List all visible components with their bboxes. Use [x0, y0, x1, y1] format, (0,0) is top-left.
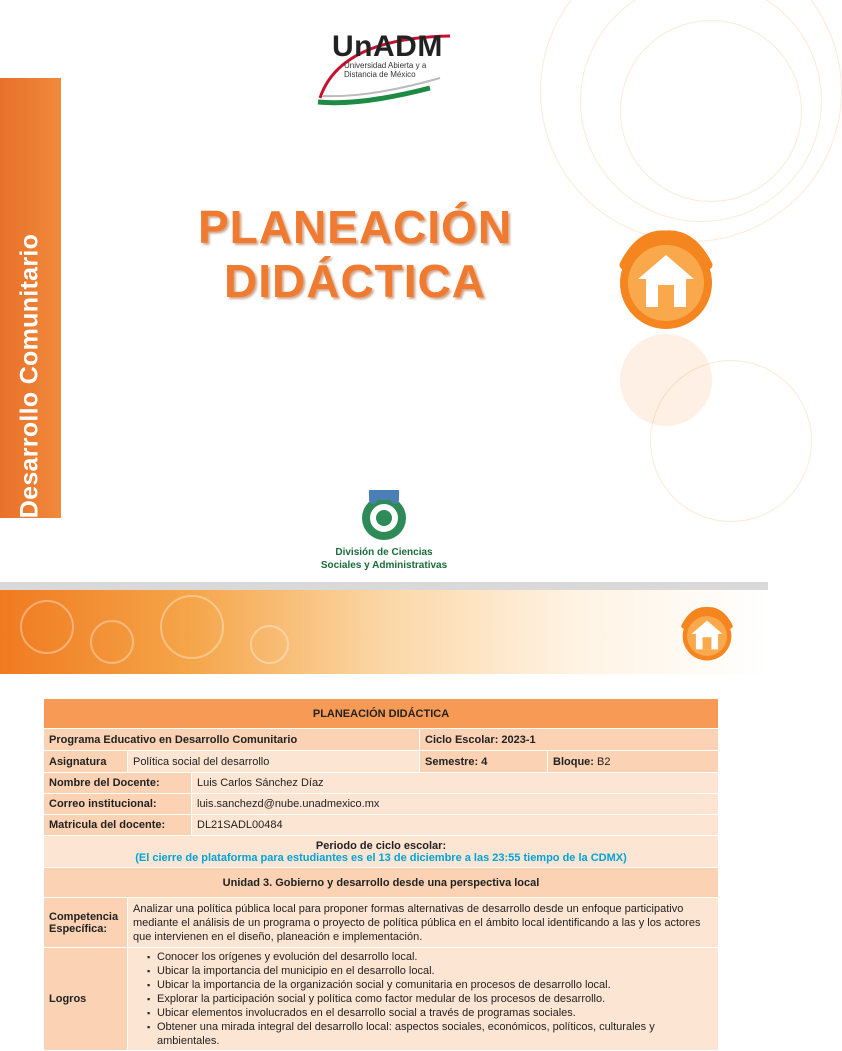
decorative-swirl [620, 20, 802, 202]
division-line2: Sociales y Administrativas [320, 560, 448, 571]
unadm-logo [300, 18, 470, 108]
list-item: ▪ Ubicar elementos involucrados en el desarrollo social a través de programas sociales. [147, 1006, 713, 1020]
planning-table [43, 698, 719, 1051]
competencia-label: Competencia Específica: [44, 898, 128, 948]
periodo-title: Periodo de ciclo escolar: [315, 839, 447, 852]
banner-decoration [90, 620, 134, 664]
page-title [150, 200, 560, 308]
list-item: ▪ Ubicar la importancia del municipio en el desarrollo local. [147, 964, 713, 978]
list-item: ▪ Explorar la participación social y política como factor medular de los procesos de desarrollo. [147, 992, 713, 1006]
header-banner [0, 590, 768, 674]
logo-subtitle-line1: Universidad Abierta y a [344, 61, 427, 70]
asignatura-label: Asignatura [44, 751, 128, 773]
logo-title: UnADM [332, 30, 443, 63]
bloque-label: Bloque: [553, 755, 594, 768]
unidad-cell: Unidad 3. Gobierno y desarrollo desde una perspectiva local [44, 868, 719, 898]
programa-cell: Programa Educativo en Desarrollo Comunitario [44, 729, 420, 751]
list-item: ▪ Ubicar la importancia de la organización social y comunitaria en procesos de desarrollo local. [147, 978, 713, 992]
banner-decoration [250, 625, 289, 664]
division-line1: División de Ciencias [335, 547, 433, 558]
list-item: ▪ Obtener una mirada integral del desarrollo local: aspectos sociales, económicos, políticos, culturales y ambientales. [147, 1020, 713, 1048]
banner-decoration [160, 595, 224, 659]
matricula-value: DL21SADL00484 [192, 815, 719, 836]
title-line2: DIDÁCTICA [224, 255, 486, 307]
periodo-cell [44, 836, 719, 868]
logros-list [133, 950, 713, 1048]
planning-page [0, 590, 768, 1047]
sidebar-title: Desarrollo Comunitario [15, 233, 44, 519]
banner-decoration [20, 600, 74, 654]
matricula-label: Matricula del docente: [44, 815, 192, 836]
house-emblem-icon [610, 225, 722, 337]
house-emblem-small-icon [676, 604, 738, 666]
docente-value: Luis Carlos Sánchez Díaz [192, 773, 719, 794]
page-divider [0, 582, 768, 590]
semestre-cell: Semestre: 4 [420, 751, 548, 773]
table-header: PLANEACIÓN DIDÁCTICA [44, 699, 719, 729]
correo-value: luis.sanchezd@nube.unadmexico.mx [192, 794, 719, 815]
correo-label: Correo institucional: [44, 794, 192, 815]
competencia-text: Analizar una política pública local para proponer formas alternativas de desarrollo desde un enfoque participativo mediante el análisis de un programa o proyecto de política pública en el ámbito local identificando a las y los actores que intervienen en el diseño, planeación e implementación. [128, 898, 719, 948]
house-reflection-icon [610, 330, 722, 390]
division-logo-icon [355, 488, 413, 543]
title-line1: PLANEACIÓN [197, 201, 513, 253]
periodo-note: (El cierre de plataforma para estudiantes es el 13 de diciembre a las 23:55 tiempo de la CDMX) [135, 851, 627, 864]
ciclo-cell: Ciclo Escolar: 2023-1 [420, 729, 719, 751]
docente-label: Nombre del Docente: [44, 773, 192, 794]
logo-subtitle [344, 61, 426, 79]
logros-cell [128, 948, 719, 1051]
asignatura-value: Política social del desarrollo [128, 751, 420, 773]
bloque-cell [548, 751, 719, 773]
logo-subtitle-line2: Distancia de México [344, 70, 416, 79]
cover-sidebar [0, 78, 61, 518]
division-name [290, 546, 478, 572]
list-item: ▪ Conocer los orígenes y evolución del desarrollo local. [147, 950, 713, 964]
bloque-value: B2 [597, 755, 611, 768]
logros-label: Logros [44, 948, 128, 1051]
